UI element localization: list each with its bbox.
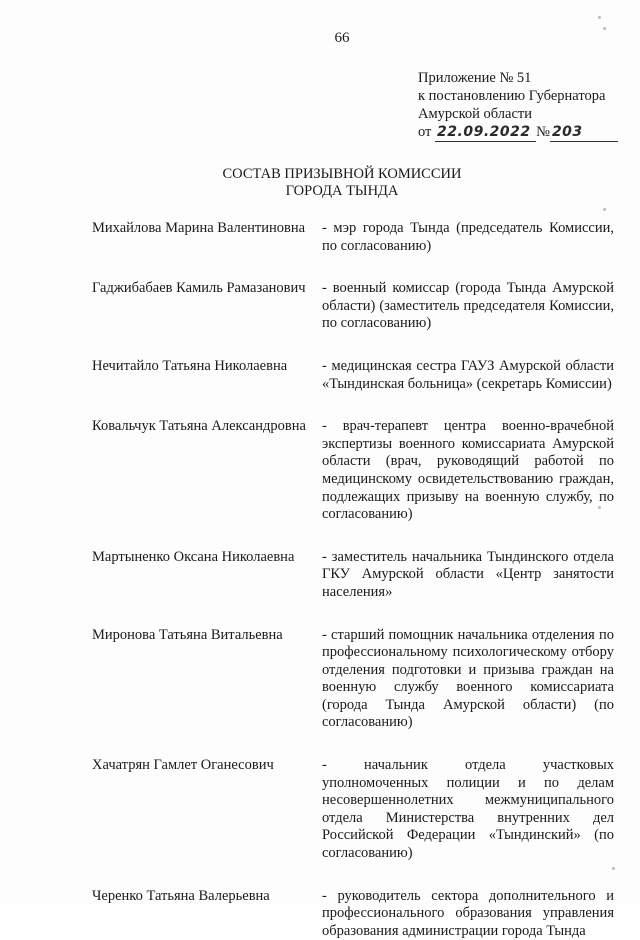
member-role: - военный комиссар (города Тында Амурской области) (заместитель председателя Комиссии, по согласованию) [322, 280, 614, 332]
member-row [92, 888, 616, 940]
member-name: Хачатрян Гамлет Оганесович [92, 757, 274, 774]
document-title [22, 166, 640, 200]
scan-speck [598, 16, 601, 19]
member-name: Черенко Татьяна Валерьевна [92, 887, 270, 904]
appendix-decree: к постановлению Губернатора [418, 88, 606, 104]
title-line-1: СОСТАВ ПРИЗЫВНОЙ КОМИССИИ [222, 166, 462, 182]
member-name: Нечитайло Татьяна Николаевна [92, 357, 288, 374]
member-role: - мэр города Тында (председатель Комиссии, по согласованию) [322, 220, 614, 254]
scan-speck [612, 867, 615, 870]
member-row [92, 418, 616, 524]
scan-speck [603, 27, 606, 30]
member-row [92, 627, 616, 733]
members-list [92, 220, 616, 940]
member-name: Миронова Татьяна Витальевна [92, 626, 283, 643]
title-line-2: ГОРОДА ТЫНДА [285, 183, 399, 199]
appendix-title: Приложение № 51 [418, 70, 532, 86]
member-role: - руководитель сектора дополнительного и профессионального образования управления образования администрации города Тында [322, 887, 614, 939]
date-prefix: от [418, 124, 432, 140]
member-name: Мартыненко Оксана Николаевна [92, 548, 295, 565]
handwritten-number: 203 [550, 123, 618, 142]
member-row [92, 280, 616, 333]
appendix-date-line [418, 123, 618, 142]
member-name: Ковальчук Татьяна Александровна [92, 418, 306, 435]
appendix-region: Амурской области [418, 106, 532, 122]
member-role: - медицинская сестра ГАУЗ Амурской области «Тындинская больница» (секретарь Комиссии) [322, 357, 614, 392]
scan-speck [598, 506, 601, 509]
page-number: 66 [334, 30, 350, 46]
member-row [92, 549, 616, 602]
handwritten-date: 22.09.2022 [435, 123, 536, 142]
member-row [92, 220, 616, 255]
member-role: - начальник отдела участковых уполномоченных полиции и по делам несовершеннолетних межмуниципального отдела Министерства внутренних дел Российской Федерации «Тындинский» (по согласованию) [322, 757, 614, 862]
member-name: Михайлова Марина Валентиновна [92, 220, 306, 236]
scan-speck [603, 208, 606, 211]
member-row [92, 358, 616, 393]
member-name: Гаджибабаев Камиль Рамазанович [92, 280, 306, 297]
member-role: - врач-терапевт центра военно-врачебной экспертизы военного комиссариата Амурской области (врач, руководящий работой по медицинскому освидетельствованию граждан, подлежащих призыву на военную службу, по согласованию) [322, 418, 614, 523]
member-row [92, 757, 616, 863]
member-role: - старший помощник начальника отделения по профессиональному психологическому отбору отделения подготовки и призыва граждан на военную службу военного комиссариата (города Тында Амурской области) (по согласованию) [322, 626, 614, 731]
member-role: - заместитель начальника Тындинского отдела ГКУ Амурской области «Центр занятости населения» [322, 548, 614, 600]
number-prefix: № [536, 124, 550, 140]
appendix-block [418, 69, 618, 142]
